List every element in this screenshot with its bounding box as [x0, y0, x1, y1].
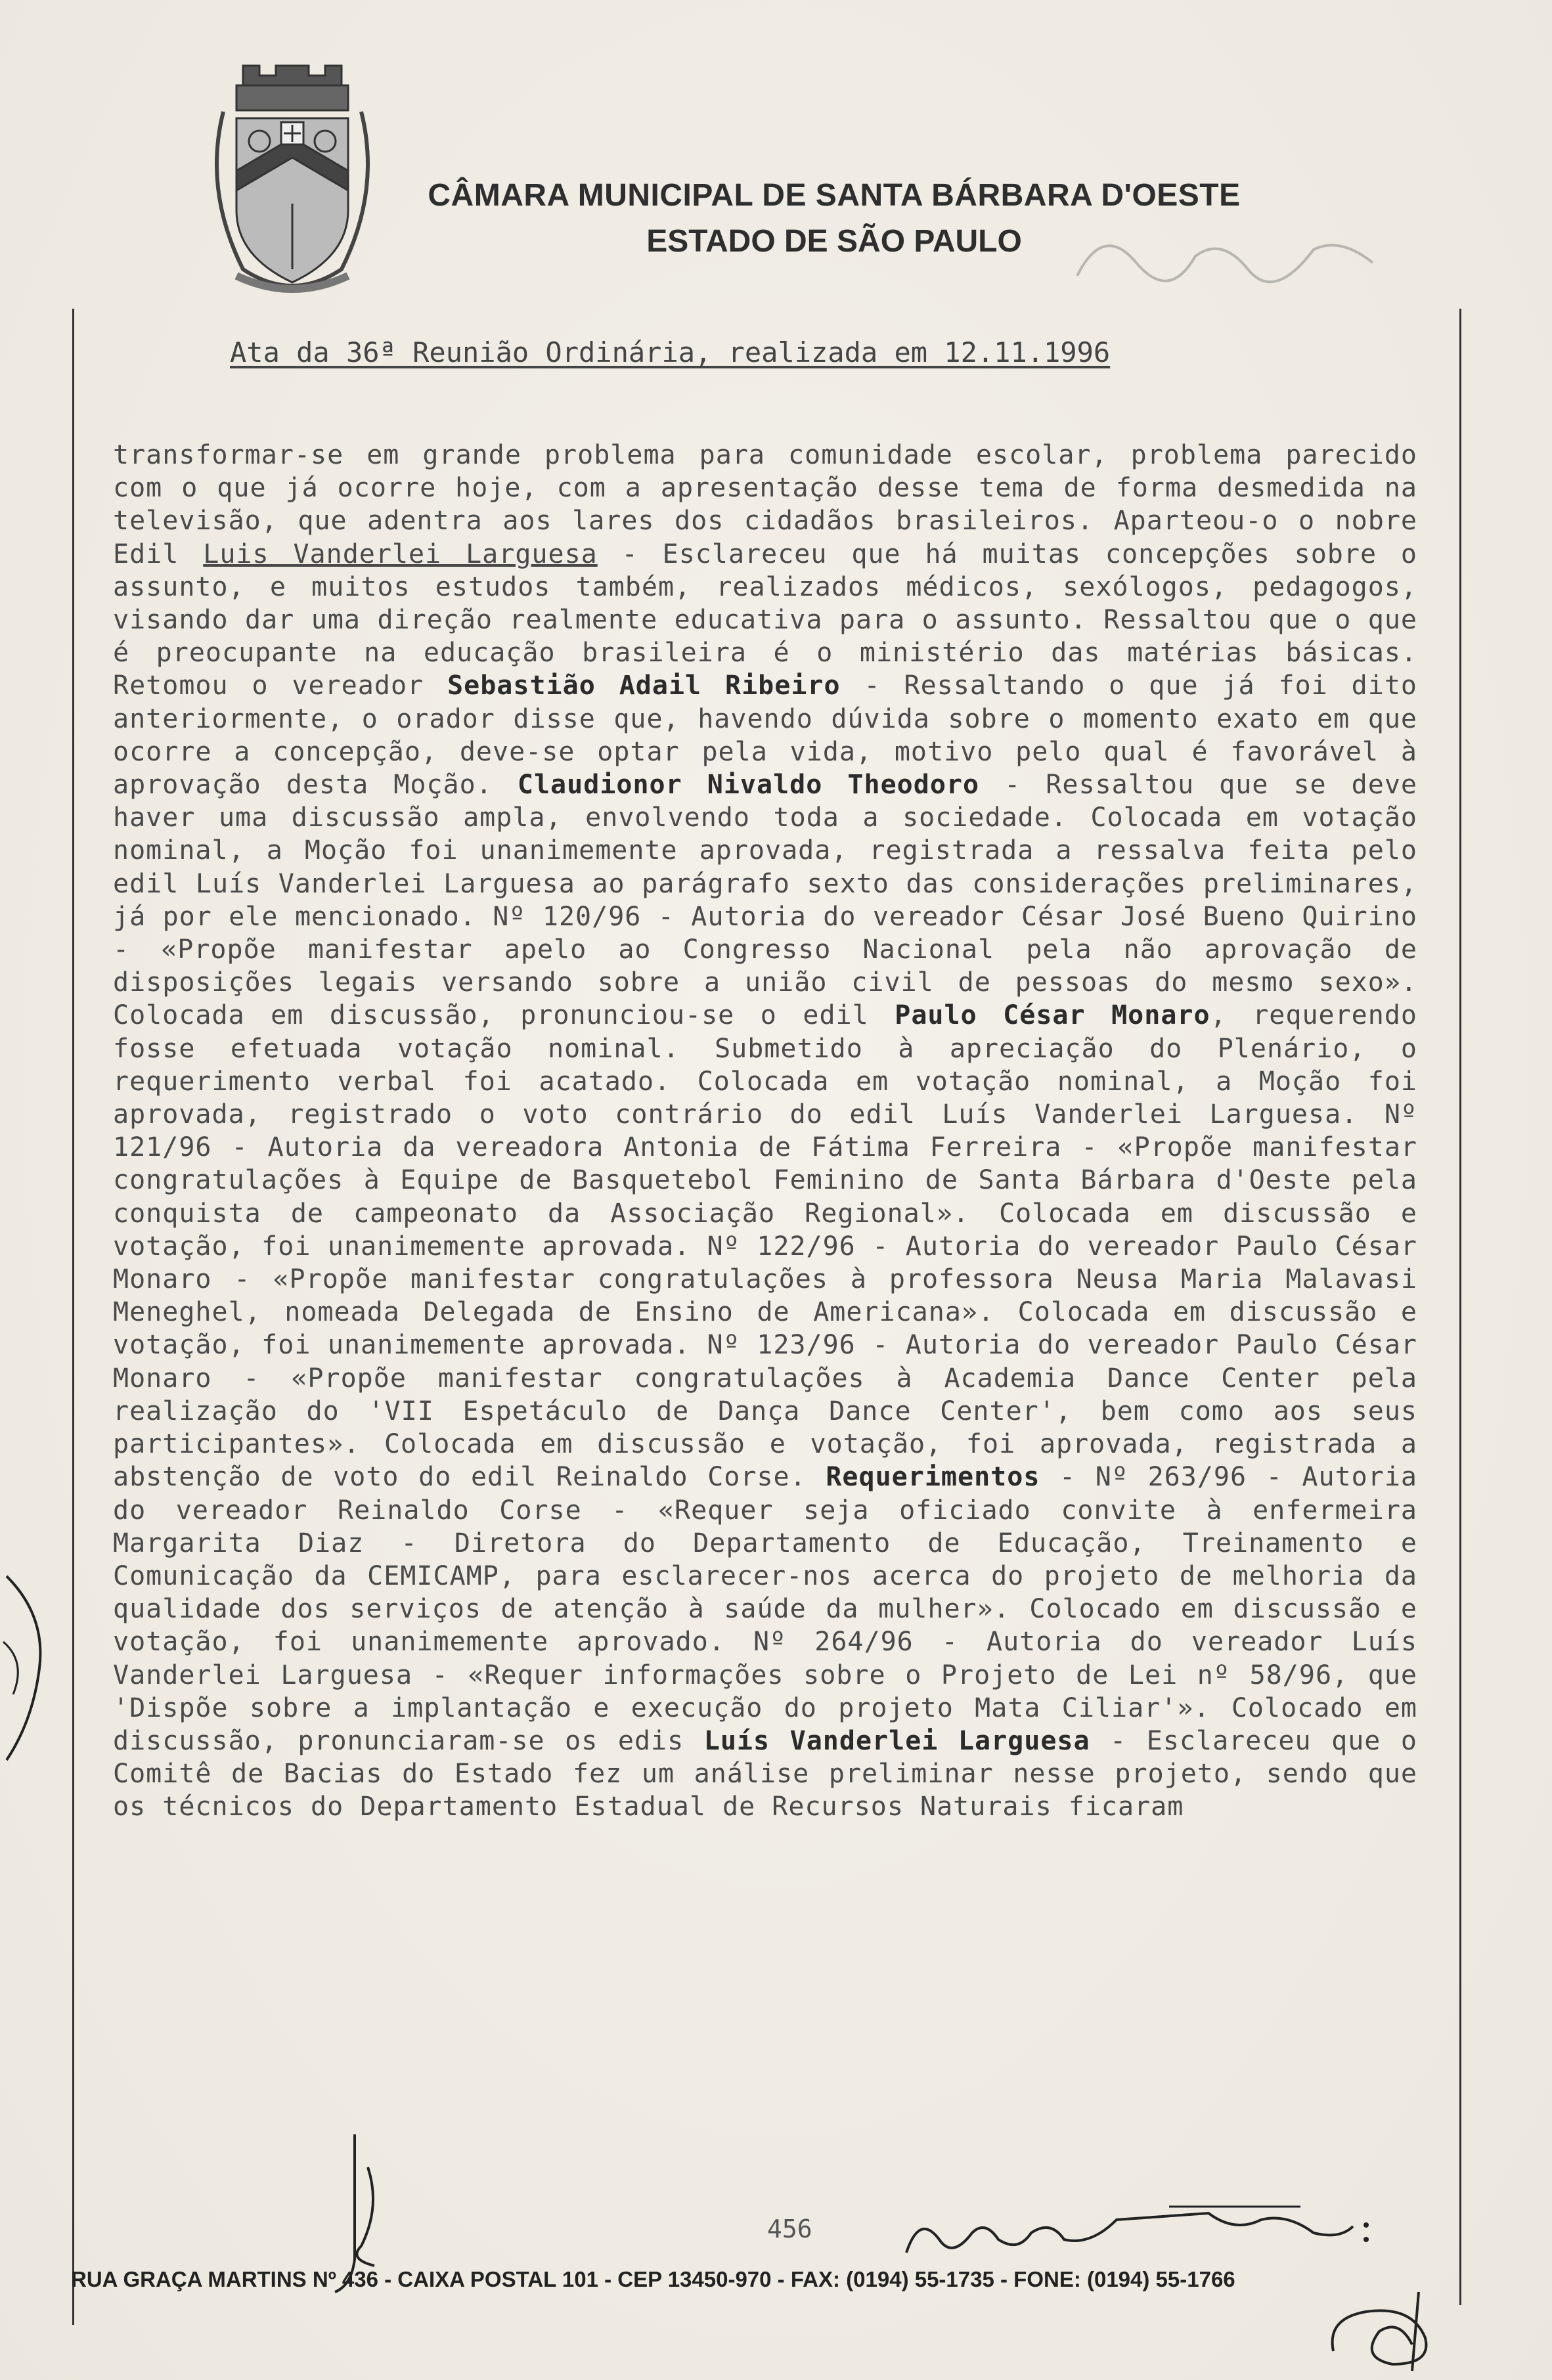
handwritten-signature-bottom: [893, 2193, 1392, 2272]
minutes-title: Ata da 36ª Reunião Ordinária, realizada em 12.11.1996: [230, 336, 1111, 368]
text-segment: transformar-se em grande problema para comunidade escolar, problema parecido com o que já ocorre hoje, com a apresentação desse tema de forma desmedida na televisão, que adentra aos lares dos cidadãos brasileiros. Aparteou-o o nobre Edil: [113, 440, 1417, 569]
handwritten-signature-corner: [1314, 2279, 1471, 2377]
name-emphasis: Requerimentos: [826, 1462, 1040, 1493]
institution-name: CÂMARA MUNICIPAL DE SANTA BÁRBARA D'OESTE: [428, 178, 1241, 213]
name-emphasis: Luís Vanderlei Larguesa: [703, 1725, 1090, 1756]
footer-address: RUA GRAÇA MARTINS Nº 436 - CAIXA POSTAL 101 - CEP 13450-970 - FAX: (0194) 55-1735 - FONE: (0194) 55-1766: [71, 2267, 1235, 2291]
minutes-body: [113, 439, 1417, 1824]
text-segment: - Ressaltando o que já foi dito anteriormente, o orador disse que, havendo dúvida sobre o momento exato em que ocorre a concepção, deve-se optar pela vida, motivo pelo qual é favorável à aprovação desta Moção.: [113, 671, 1418, 801]
right-border-line: [1459, 309, 1461, 2305]
state-name: ESTADO DE SÃO PAULO: [646, 224, 1022, 259]
name-emphasis: Paulo César Monaro: [895, 1000, 1210, 1031]
handwritten-signature-top: [1064, 197, 1392, 328]
text-segment: - Esclareceu que o Comitê de Bacias do Estado fez um análise preliminar nesse projeto, sendo que os técnicos do Departamento Estadual de Recursos Naturais ficaram: [113, 1725, 1418, 1822]
left-border-line: [72, 309, 74, 2325]
minutes-paragraph: [113, 439, 1417, 1824]
text-segment: - Ressaltou que se deve haver uma discussão ampla, envolvendo toda a sociedade. Colocada em votação nominal, a Moção foi unanimemente aprovada, registrada a ressalva feita pelo edil Luís Vanderlei Larguesa ao parágrafo sexto das considerações preliminares, já por ele mencionado. Nº 120/96 - Autoria do vereador César José Bueno Quirino - «Propõe manifestar apelo ao Congresso Nacional pela não aprovação de disposições legais versando sobre a união civil de pessoas do mesmo sexo». Colocada em discussão, pronunciou-se o edil: [113, 770, 1418, 1031]
page-number: 456: [767, 2215, 812, 2243]
handwritten-signature-left: [0, 1563, 59, 1773]
name-emphasis: Claudionor Nivaldo Theodoro: [517, 770, 980, 801]
text-segment: - Nº 263/96 - Autoria do vereador Reinaldo Corse - «Requer seja oficiado convite à enfermeira Margarita Diaz - Diretora do Departamento de Educação, Treinamento e Comunicação da CEMICAMP, para esclarecer-nos acerca do projeto de melhoria da qualidade dos serviços de atenção à saúde da mulher». Colocado em discussão e votação, foi unanimemente aprovado. Nº 264/96 - Autoria do vereador Luís Vanderlei Larguesa - «Requer informações sobre o Projeto de Lei nº 58/96, que 'Dispõe sobre a implantação e execução do projeto Mata Ciliar'». Colocado em discussão, pronunciaram-se os edis: [113, 1462, 1417, 1756]
underlined-name: Luis Vanderlei Larguesa: [203, 539, 598, 569]
text-segment: - Esclareceu que há muitas concepções sobre o assunto, e muitos estudos também, realizados médicos, sexólogos, pedagogos, visando dar uma direção realmente educativa para o assunto. Ressaltou que o que é preocupante na educação brasileira é o ministério das matérias básicas. Retomou o vereador: [113, 539, 1418, 701]
name-emphasis: Sebastião Adail Ribeiro: [447, 671, 841, 701]
municipal-coat-of-arms: [197, 59, 388, 302]
text-segment: , requerendo fosse efetuada votação nominal. Submetido à apreciação do Plenário, o requerimento verbal foi acatado. Colocada em votação nominal, a Moção foi aprovada, registrado o voto contrário do edil Luís Vanderlei Larguesa. Nº 121/96 - Autoria da vereadora Antonia de Fátima Ferreira - «Propõe manifestar congratulações à Equipe de Basquetebol Feminino de Santa Bárbara d'Oeste pela conquista de campeonato da Associação Regional». Colocada em discussão e votação, foi unanimemente aprovada. Nº 122/96 - Autoria do vereador Paulo César Monaro - «Propõe manifestar congratulações à professora Neusa Maria Malavasi Meneghel, nomeada Delegada de Ensino de Americana». Colocada em discussão e votação, foi unanimemente aprovada. Nº 123/96 - Autoria do vereador Paulo César Monaro - «Propõe manifestar congratulações à Academia Dance Center pela realização do 'VII Espetáculo de Dança Dance Center', bem como aos seus participantes». Colocada em discussão e votação, foi aprovada, registrada a abstenção de voto do edil Reinaldo Corse.: [113, 1000, 1418, 1493]
